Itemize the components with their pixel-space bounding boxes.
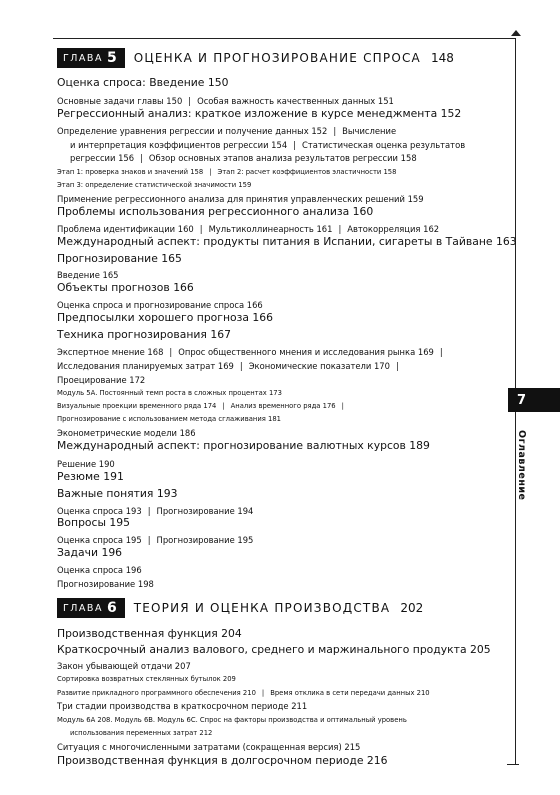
toc-entry[interactable]: Применение регрессионного анализа для принятия управленческих решений 159 <box>57 194 424 204</box>
toc-entry[interactable]: Определение уравнения регрессии и получение данных 152 | Вычисление <box>57 126 397 136</box>
toc-entry[interactable]: Международный аспект: прогнозирование валютных курсов 189 <box>57 439 430 452</box>
toc-entry[interactable]: Оценка спроса и прогнозирование спроса 166 <box>57 300 263 310</box>
toc-entry[interactable]: Краткосрочный анализ валового, среднего и маржинального продукта 205 <box>57 643 491 656</box>
chapter-6-label: ГЛАВА <box>63 602 103 614</box>
toc-entry[interactable]: Визуальные проекции временного ряда 174 | Анализ временного ряда 176 | <box>57 402 344 410</box>
toc-entry[interactable]: Регрессионный анализ: краткое изложение в курсе менеджмента 152 <box>57 107 462 120</box>
toc-entry[interactable]: Прогнозирование 165 <box>57 252 182 265</box>
toc-entry[interactable]: Проецирование 172 <box>57 375 146 385</box>
side-section-label: Оглавление <box>516 430 527 501</box>
side-page-number: 7 <box>508 388 560 412</box>
toc-entry[interactable]: Эконометрические модели 186 <box>57 428 196 438</box>
toc-entry[interactable]: Задачи 196 <box>57 546 123 559</box>
toc-entry[interactable]: Этап 1: проверка знаков и значений 158 | Этап 2: расчет коэффициентов эластичности 158 <box>57 168 397 176</box>
toc-entry[interactable]: Оценка спроса 196 <box>57 565 142 575</box>
chapter-5-page: 148 <box>430 51 454 65</box>
toc-entry[interactable]: Три стадии производства в краткосрочном периоде 211 <box>57 701 308 711</box>
chapter-5-header <box>57 48 454 68</box>
toc-entry[interactable]: Оценка спроса 193 | Прогнозирование 194 <box>57 506 254 516</box>
toc-entry[interactable]: Проблемы использования регрессионного анализа 160 <box>57 205 374 218</box>
toc-entry[interactable]: Объекты прогнозов 166 <box>57 281 194 294</box>
toc-entry[interactable]: Закон убывающей отдачи 207 <box>57 661 191 671</box>
toc-entry[interactable]: регрессии 156 | Обзор основных этапов анализа результатов регрессии 158 <box>70 153 417 163</box>
frame-arrow-icon <box>511 30 521 36</box>
chapter-5-label: ГЛАВА <box>63 52 103 64</box>
frame-bottom-tick <box>507 764 519 765</box>
toc-entry[interactable]: Основные задачи главы 150 | Особая важность качественных данных 151 <box>57 96 394 106</box>
toc-entry[interactable]: Исследования планируемых затрат 169 | Экономические показатели 170 | <box>57 361 399 371</box>
toc-entry[interactable]: Производственная функция в долгосрочном периоде 216 <box>57 754 388 767</box>
toc-entry[interactable]: Прогнозирование с использованием метода сглаживания 181 <box>57 415 281 423</box>
toc-entry[interactable]: Ситуация с многочисленными затратами (сокращенная версия) 215 <box>57 742 361 752</box>
chapter-5-badge <box>57 48 125 68</box>
toc-entry[interactable]: Важные понятия 193 <box>57 487 178 500</box>
toc-entry[interactable]: Развитие прикладного программного обеспечения 210 | Время отклика в сети передачи данных 210 <box>57 689 430 697</box>
chapter-5-number: 5 <box>106 50 117 66</box>
chapter-5-title: ОЦЕНКА И ПРОГНОЗИРОВАНИЕ СПРОСА <box>133 51 421 65</box>
toc-entry[interactable]: Производственная функция 204 <box>57 627 242 640</box>
toc-entry[interactable]: Международный аспект: продукты питания в Испании, сигареты в Тайване 163 <box>57 235 517 248</box>
toc-entry[interactable]: Решение 190 <box>57 459 115 469</box>
chapter-6-header <box>57 598 423 618</box>
chapter-6-page: 202 <box>400 601 424 615</box>
toc-entry[interactable]: Введение 165 <box>57 270 119 280</box>
toc-entry[interactable]: и интерпретация коэффициентов регрессии 154 | Статистическая оценка результатов <box>70 140 466 150</box>
toc-entry[interactable]: Модуль 6А 208. Модуль 6В. Модуль 6С. Спрос на факторы производства и оптимальный уровень <box>57 716 407 724</box>
frame-top-rule <box>53 38 515 39</box>
toc-entry[interactable]: Техника прогнозирования 167 <box>57 328 231 341</box>
chapter-6-badge <box>57 598 125 618</box>
toc-entry[interactable]: Модуль 5А. Постоянный темп роста в сложных процентах 173 <box>57 389 282 397</box>
chapter-6-title: ТЕОРИЯ И ОЦЕНКА ПРОИЗВОДСТВА <box>133 601 391 615</box>
toc-entry[interactable]: Проблема идентификации 160 | Мультиколлинеарность 161 | Автокорреляция 162 <box>57 224 440 234</box>
toc-entry[interactable]: Сортировка возвратных стеклянных бутылок 209 <box>57 675 236 683</box>
toc-entry[interactable]: Вопросы 195 <box>57 516 131 529</box>
toc-entry[interactable]: Экспертное мнение 168 | Опрос общественного мнения и исследования рынка 169 | <box>57 347 443 357</box>
toc-entry[interactable]: Этап 3: определение статистической значимости 159 <box>57 181 252 189</box>
chapter-6-number: 6 <box>106 600 117 616</box>
toc-entry[interactable]: Оценка спроса 195 | Прогнозирование 195 <box>57 535 254 545</box>
toc-entry[interactable]: Резюме 191 <box>57 470 124 483</box>
toc-entry[interactable]: использования переменных затрат 212 <box>70 729 213 737</box>
toc-entry[interactable]: Прогнозирование 198 <box>57 579 154 589</box>
toc-entry[interactable]: Оценка спроса: Введение 150 <box>57 76 229 89</box>
toc-entry[interactable]: Предпосылки хорошего прогноза 166 <box>57 311 274 324</box>
